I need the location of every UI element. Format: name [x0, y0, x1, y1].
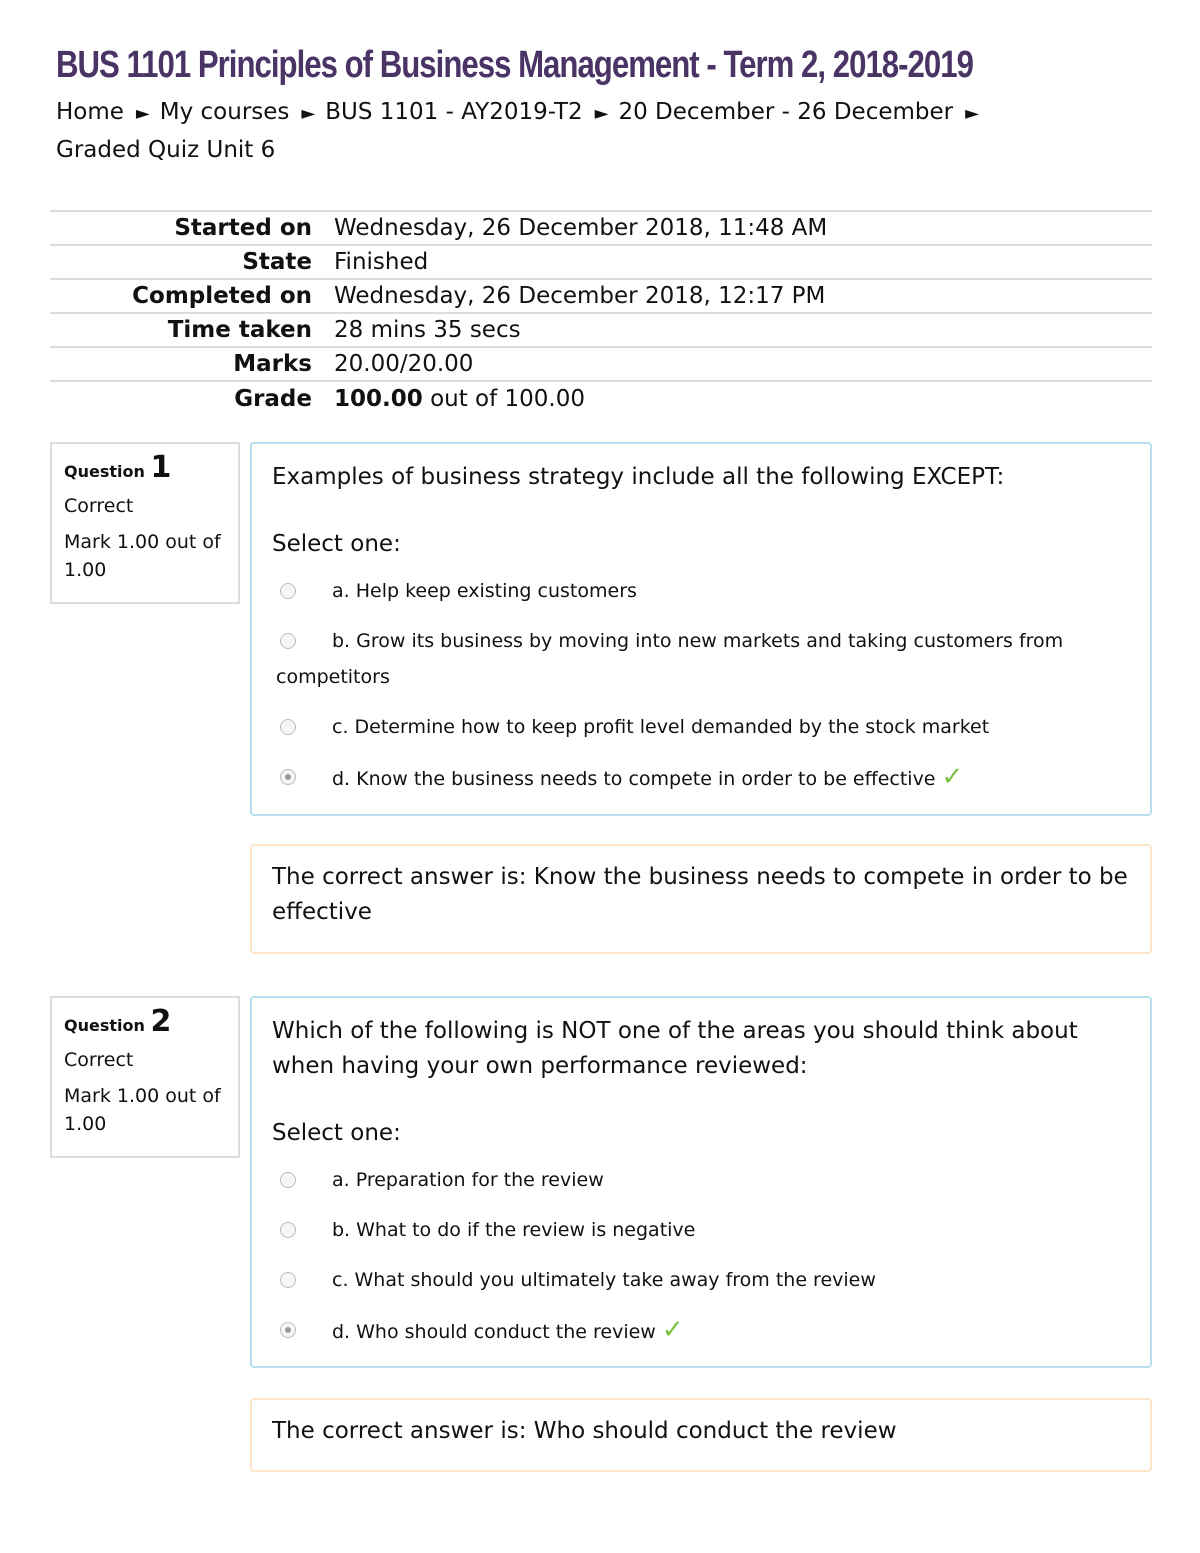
answer-option[interactable] [272, 759, 1130, 797]
grade-value [324, 381, 1152, 415]
question-word: Question [64, 1016, 145, 1035]
summary-row-completed [50, 279, 1152, 313]
option-label: b. Grow its business by moving into new markets and taking customers from competitors [276, 630, 1064, 688]
question-number [64, 450, 226, 486]
answer-options [272, 573, 1130, 797]
radio-icon[interactable] [280, 1172, 296, 1188]
feedback-box: The correct answer is: Who should conduct the review [250, 1398, 1152, 1472]
answer-option[interactable] [272, 623, 1130, 695]
state-value: Finished [334, 249, 429, 275]
question-number-value: 1 [150, 450, 172, 485]
started-value: Wednesday, 26 December 2018, 11:48 AM [334, 215, 828, 241]
answer-option[interactable] [272, 1312, 1130, 1350]
answer-option[interactable] [272, 1262, 1130, 1298]
breadcrumb-course[interactable]: BUS 1101 - AY2019-T2 [325, 99, 583, 125]
breadcrumb-my-courses[interactable]: My courses [159, 99, 290, 125]
marks-value: 20.00/20.00 [334, 351, 474, 377]
answer-option[interactable] [272, 573, 1130, 609]
checkmark-icon: ✓ [661, 1315, 684, 1345]
question-content [250, 442, 1152, 816]
answer-option[interactable] [272, 709, 1130, 745]
grade-score: 100.00 [334, 385, 423, 412]
option-label: a. Preparation for the review [332, 1169, 604, 1191]
question-state: Correct [64, 495, 134, 517]
breadcrumb [56, 94, 1016, 168]
radio-icon[interactable] [280, 769, 296, 785]
summary-row-time [50, 313, 1152, 347]
question-text: Which of the following is NOT one of the areas you should think about when having your own performance reviewed: [272, 1018, 1078, 1079]
question-info [50, 996, 240, 1158]
state-label: State [242, 249, 312, 275]
completed-value: Wednesday, 26 December 2018, 12:17 PM [334, 283, 826, 309]
question-info [50, 442, 240, 604]
marks-label: Marks [233, 351, 312, 377]
question-mark: Mark 1.00 out of 1.00 [64, 531, 221, 581]
option-label: d. Know the business needs to compete in order to be effective [332, 768, 936, 790]
question-number [64, 1004, 226, 1040]
breadcrumb-home[interactable]: Home [56, 99, 124, 125]
question-number-value: 2 [150, 1004, 172, 1039]
question-mark: Mark 1.00 out of 1.00 [64, 1085, 221, 1135]
completed-label: Completed on [132, 283, 312, 309]
question-text: Examples of business strategy include all the following EXCEPT: [272, 464, 1005, 490]
time-value: 28 mins 35 secs [334, 317, 521, 343]
breadcrumb-separator-icon: ► [965, 103, 979, 124]
radio-icon[interactable] [280, 719, 296, 735]
radio-icon[interactable] [280, 1272, 296, 1288]
quiz-summary-table [50, 210, 1152, 415]
option-label: d. Who should conduct the review [332, 1321, 656, 1343]
checkmark-icon: ✓ [941, 762, 964, 792]
feedback-box: The correct answer is: Know the business needs to compete in order to be effective [250, 844, 1152, 954]
answer-option[interactable] [272, 1212, 1130, 1248]
summary-row-started [50, 211, 1152, 245]
question-word: Question [64, 462, 145, 481]
started-label: Started on [174, 215, 312, 241]
breadcrumb-separator-icon: ► [301, 103, 316, 124]
option-label: c. Determine how to keep profit level demanded by the stock market [332, 716, 990, 738]
summary-row-marks [50, 347, 1152, 381]
question-content [250, 996, 1152, 1368]
summary-row-state [50, 245, 1152, 279]
breadcrumb-separator-icon: ► [135, 103, 150, 124]
page-title: BUS 1101 Principles of Business Management - Term 2, 2018-2019 [56, 44, 973, 86]
grade-suffix: out of 100.00 [422, 385, 586, 412]
breadcrumb-quiz[interactable]: Graded Quiz Unit 6 [56, 137, 276, 163]
select-prompt: Select one: [272, 531, 401, 557]
option-label: c. What should you ultimately take away from the review [332, 1269, 876, 1291]
question-state: Correct [64, 1049, 134, 1071]
grade-label: Grade [234, 385, 312, 412]
summary-row-grade [50, 381, 1152, 415]
option-label: b. What to do if the review is negative [332, 1219, 696, 1241]
radio-icon[interactable] [280, 1322, 296, 1338]
radio-icon[interactable] [280, 583, 296, 599]
radio-icon[interactable] [280, 633, 296, 649]
answer-option[interactable] [272, 1162, 1130, 1198]
option-label: a. Help keep existing customers [332, 580, 637, 602]
answer-options [272, 1162, 1130, 1350]
breadcrumb-week[interactable]: 20 December - 26 December [618, 99, 954, 125]
time-label: Time taken [167, 317, 312, 343]
breadcrumb-separator-icon: ► [594, 103, 609, 124]
radio-icon[interactable] [280, 1222, 296, 1238]
select-prompt: Select one: [272, 1120, 401, 1146]
